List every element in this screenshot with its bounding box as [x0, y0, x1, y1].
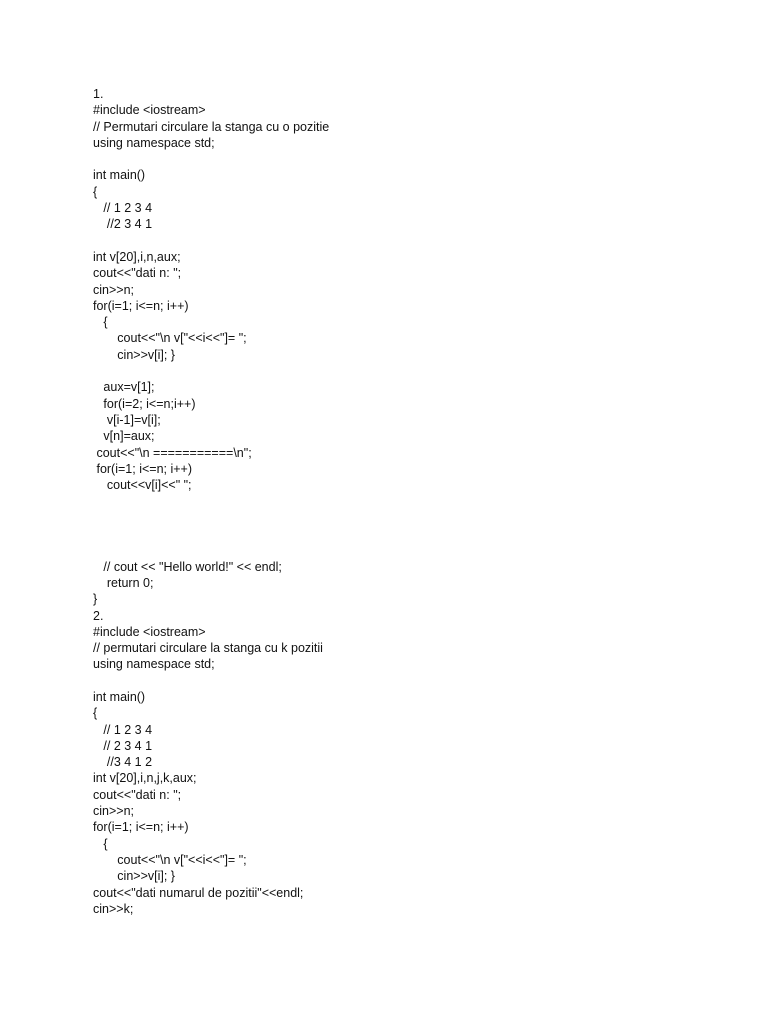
code-line: [93, 526, 733, 542]
code-line: using namespace std;: [93, 135, 215, 150]
code-line: cout<<"\n v["<<i<<"]= ";: [93, 331, 247, 346]
code-line: [93, 493, 733, 509]
code-line: cin>>n;: [93, 804, 135, 819]
code-line: cout<<"dati numarul de pozitii"<<endl;: [93, 885, 304, 900]
code-listing: [93, 86, 733, 917]
code-line: {: [93, 706, 98, 721]
code-line: for(i=1; i<=n; i++): [93, 461, 193, 476]
code-line: cin>>k;: [93, 901, 134, 916]
code-line: cin>>v[i]; }: [93, 347, 175, 362]
code-line: int v[20],i,n,aux;: [93, 249, 181, 264]
code-line: #include <iostream>: [93, 103, 206, 118]
code-line: 2.: [93, 608, 104, 623]
code-line: {: [93, 184, 98, 199]
code-line: v[i-1]=v[i];: [93, 412, 161, 427]
code-line: 1.: [93, 87, 104, 101]
code-line: using namespace std;: [93, 657, 215, 672]
code-line: // Permutari circulare la stanga cu o pozitie: [93, 119, 330, 134]
code-line: // 1 2 3 4: [93, 722, 153, 737]
code-line: }: [93, 592, 98, 607]
code-line: [93, 233, 733, 249]
code-line: // permutari circulare la stanga cu k pozitii: [93, 641, 323, 656]
code-line: // cout << "Hello world!" << endl;: [93, 559, 282, 574]
code-line: cout<<"dati n: ";: [93, 787, 182, 802]
code-line: //2 3 4 1: [93, 217, 153, 232]
code-line: int main(): [93, 168, 146, 183]
code-line: int main(): [93, 689, 146, 704]
code-line: for(i=1; i<=n; i++): [93, 820, 189, 835]
code-line: cin>>n;: [93, 282, 135, 297]
code-line: // 1 2 3 4: [93, 201, 153, 216]
code-line: {: [93, 315, 108, 330]
code-line: cout<<"\n ===========\n";: [93, 445, 252, 460]
code-line: [93, 363, 733, 379]
code-line: for(i=2; i<=n;i++): [93, 396, 196, 411]
code-line: [93, 151, 733, 167]
code-line: aux=v[1];: [93, 380, 155, 395]
code-line: cout<<"dati n: ";: [93, 266, 182, 281]
code-line: // 2 3 4 1: [93, 738, 153, 753]
code-line: [93, 542, 733, 558]
code-line: cout<<"\n v["<<i<<"]= ";: [93, 852, 247, 867]
code-line: v[n]=aux;: [93, 429, 155, 444]
code-line: //3 4 1 2: [93, 755, 153, 770]
code-line: #include <iostream>: [93, 624, 206, 639]
code-line: [93, 510, 733, 526]
code-line: int v[20],i,n,j,k,aux;: [93, 771, 197, 786]
code-line: {: [93, 836, 108, 851]
code-line: cout<<v[i]<<" ";: [93, 478, 192, 493]
code-line: [93, 673, 733, 689]
code-line: return 0;: [93, 575, 154, 590]
code-line: for(i=1; i<=n; i++): [93, 298, 189, 313]
code-line: cin>>v[i]; }: [93, 869, 175, 884]
